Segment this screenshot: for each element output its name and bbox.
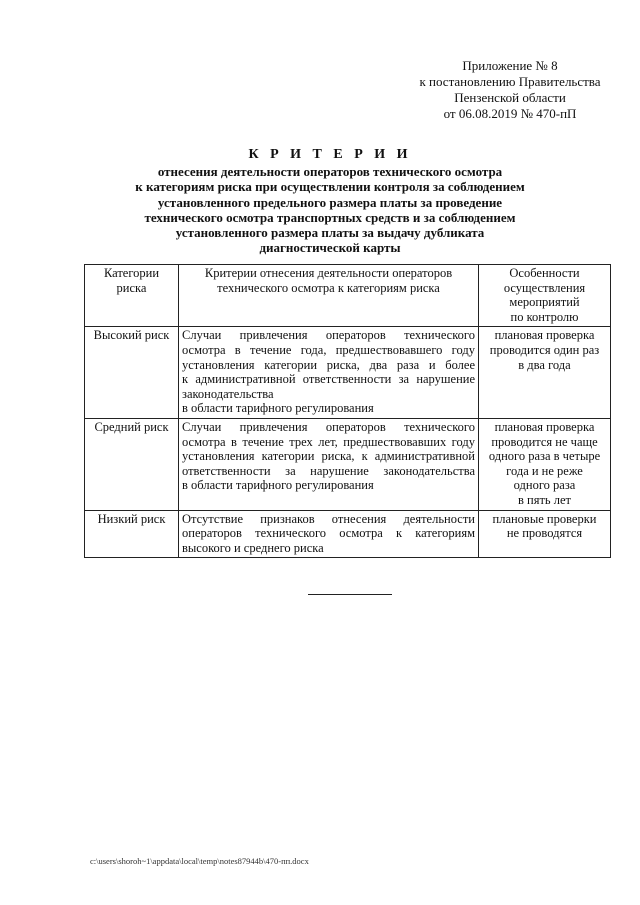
header-features-line: по контролю [510,309,579,324]
title-line: установленного размера платы за выдачу дубликата [175,225,485,241]
appendix-date: от 06.08.2019 № 470-пП [443,106,577,121]
row-features [479,510,611,558]
header-criteria-line: Критерии отнесения деятельности операторов [204,266,453,280]
criteria-line: в области тарифного регулирования [182,401,374,416]
header-category-line: Категории [103,266,160,280]
header-category [85,265,179,327]
criteria-line: установления категории риска, к административной [182,449,475,464]
features-line: проводится не чаще [491,434,598,449]
criteria-line: к административной ответственности за нарушение [182,372,475,387]
features-line: одного раза в четыре [488,449,601,464]
features-line: не проводятся [506,526,583,541]
criteria-line: установления категории риска, два раза и более [182,357,475,372]
appendix-region: Пензенской области [454,90,566,105]
row-features [479,418,611,510]
criteria-line: Отсутствие признаков отнесения деятельности [182,511,475,526]
file-path-footer: c:\users\shoroh~1\appdata\local\temp\notes87944b\470-пп.docx [90,856,309,866]
header-criteria [179,265,479,327]
criteria-table [84,264,611,558]
criteria-line: осмотра в течение года, предшествовавшего году [182,342,475,357]
criteria-line: операторов технического осмотра к категориям [182,526,475,541]
title-line: к категориям риска при осуществлении контроля за соблюдением [135,179,525,195]
header-category-line: риска [116,280,147,295]
criteria-line: ответственности за нарушение законодательства [182,463,475,478]
criteria-line: осмотра в течение трех лет, предшествовавших году [182,434,475,449]
criteria-line: Случаи привлечения операторов технического [182,419,475,434]
title-line: диагностической карты [259,240,401,256]
title-line: установленного предельного размера платы за проведение [157,194,503,210]
title-main: К Р И Т Е Р И И [248,147,412,162]
title-line: отнесения деятельности операторов технического осмотра [157,164,503,179]
closing-divider [308,594,392,595]
table-header-row [85,265,611,327]
criteria-line: высокого и среднего риска [182,540,324,555]
title-line: технического осмотра транспортных средств и за соблюдением [144,209,516,225]
header-features-line: мероприятий [509,295,580,310]
table-row [85,327,611,419]
table-row [85,418,611,510]
document-title [120,146,540,256]
row-criteria [179,418,479,510]
table-row [85,510,611,558]
features-line: проводится один раз [489,342,600,357]
features-line: плановые проверки [492,511,597,526]
features-line: в пять лет [517,492,571,507]
header-features-line: осуществления [503,280,586,295]
row-criteria [179,510,479,558]
header-criteria-line: технического осмотра к категориям риска [217,280,440,295]
row-category: Средний риск [85,418,179,510]
features-line: года и не реже [506,463,583,478]
row-category: Низкий риск [85,510,179,558]
row-criteria [179,327,479,419]
features-line: плановая проверка [494,328,595,343]
appendix-resolution: к постановлению Правительства [419,74,601,89]
header-features [479,265,611,327]
row-features [479,327,611,419]
features-line: плановая проверка [494,419,595,434]
appendix-number: Приложение № 8 [462,58,558,73]
features-line: одного раза [513,478,576,493]
criteria-line: законодательства [182,386,274,401]
features-line: в два года [518,357,571,372]
header-features-line: Особенности [509,266,580,280]
criteria-line: в области тарифного регулирования [182,478,374,493]
appendix-header [400,58,620,122]
row-category: Высокий риск [85,327,179,419]
criteria-line: Случаи привлечения операторов технического [182,328,475,343]
